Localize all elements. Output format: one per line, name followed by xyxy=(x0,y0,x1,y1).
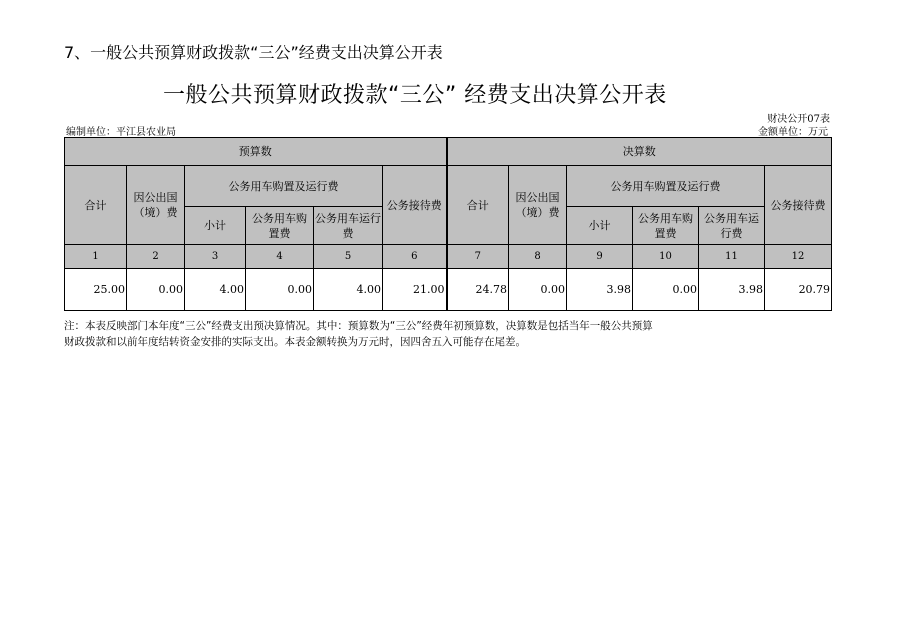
value-cell: 4.00 xyxy=(185,269,246,311)
value-cell: 24.78 xyxy=(447,269,509,311)
index-cell: 12 xyxy=(765,245,832,269)
index-cell: 6 xyxy=(383,245,447,269)
unit-row xyxy=(64,123,830,137)
budget-total-header: 合计 xyxy=(65,166,127,245)
final-subtotal-header: 小计 xyxy=(567,207,633,245)
compiling-unit: 编制单位：平江县农业局 xyxy=(66,127,176,138)
budget-vehicle-group-header: 公务用车购置及运行费 xyxy=(185,166,383,207)
index-cell: 10 xyxy=(633,245,699,269)
final-group-header: 决算数 xyxy=(447,138,832,166)
final-vehicle-group-header: 公务用车购置及运行费 xyxy=(567,166,765,207)
index-cell: 3 xyxy=(185,245,246,269)
index-cell: 1 xyxy=(65,245,127,269)
budget-reception-header: 公务接待费 xyxy=(383,166,447,245)
index-cell: 8 xyxy=(509,245,567,269)
budget-purchase-header: 公务用车购置费 xyxy=(246,207,314,245)
note-line: 财政拨款和以前年度结转资金安排的实际支出。本表金额转换为万元时，因四舍五入可能存在尾差。 xyxy=(64,336,526,348)
document-title: 一般公共预算财政拨款“三公” 经费支出决算公开表 xyxy=(163,83,667,108)
final-reception-header: 公务接待费 xyxy=(765,166,832,245)
value-cell: 0.00 xyxy=(633,269,699,311)
final-purchase-header: 公务用车购置费 xyxy=(633,207,699,245)
note-line: 注：本表反映部门本年度“三公”经费支出预决算情况。其中：预算数为“三公”经费年初预算数，决算数是包括当年一般公共预算 xyxy=(64,320,653,332)
value-cell: 0.00 xyxy=(127,269,185,311)
budget-group-header: 预算数 xyxy=(65,138,447,166)
index-cell: 9 xyxy=(567,245,633,269)
budget-operation-header: 公务用车运行费 xyxy=(314,207,383,245)
value-cell: 25.00 xyxy=(65,269,127,311)
value-cell: 3.98 xyxy=(699,269,765,311)
index-cell: 4 xyxy=(246,245,314,269)
value-cell: 0.00 xyxy=(246,269,314,311)
index-cell: 11 xyxy=(699,245,765,269)
final-abroad-header: 因公出国（境）费 xyxy=(509,166,567,245)
form-code: 财决公开07表 xyxy=(767,114,830,125)
budget-abroad-header: 因公出国（境）费 xyxy=(127,166,185,245)
table-note xyxy=(64,318,764,350)
value-cell: 21.00 xyxy=(383,269,447,311)
final-total-header: 合计 xyxy=(447,166,509,245)
amount-unit: 金额单位：万元 xyxy=(758,127,828,138)
section-heading: 7、一般公共预算财政拨款“三公”经费支出决算公开表 xyxy=(64,43,443,62)
value-cell: 0.00 xyxy=(509,269,567,311)
budget-subtotal-header: 小计 xyxy=(185,207,246,245)
final-operation-header: 公务用车运行费 xyxy=(699,207,765,245)
value-cell: 4.00 xyxy=(314,269,383,311)
three-public-expenses-table xyxy=(64,137,832,311)
index-cell: 7 xyxy=(447,245,509,269)
value-cell: 3.98 xyxy=(567,269,633,311)
index-cell: 5 xyxy=(314,245,383,269)
index-cell: 2 xyxy=(127,245,185,269)
value-cell: 20.79 xyxy=(765,269,832,311)
